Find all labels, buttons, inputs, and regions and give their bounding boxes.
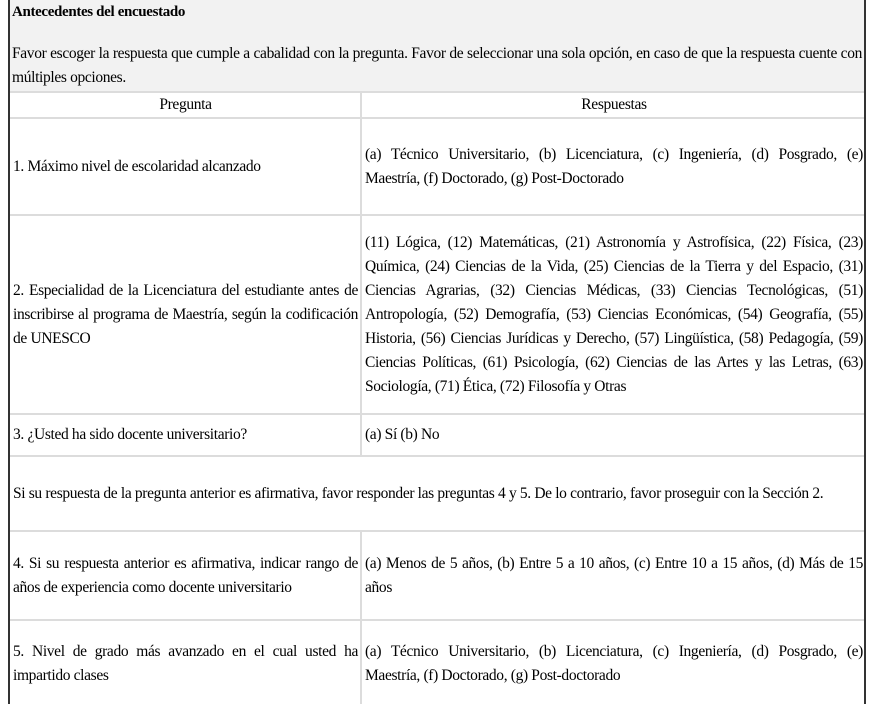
- question-4-text: 4. Si su respuesta anterior es afirmativa, indicar rango de años de experiencia como docente universitario: [13, 554, 358, 596]
- header-question: Pregunta: [159, 96, 212, 113]
- answers-3: [363, 415, 865, 455]
- answers-5-text: (a) Técnico Universitario, (b) Licenciatura, (c) Ingeniería, (d) Posgrado, (e) Maestría, (f) Doctorado, (g) Post-doctorado: [365, 643, 863, 684]
- answers-4-text: (a) Menos de 5 años, (b) Entre 5 a 10 años, (c) Entre 10 a 15 años, (d) Más de 15 años: [365, 554, 863, 596]
- question-5-text: 5. Nivel de grado más avanzado en el cual usted ha impartido clases: [13, 643, 358, 684]
- header-answers: Respuestas: [581, 96, 647, 113]
- conditional-note-text: Si su respuesta de la pregunta anterior es afirmativa, favor responder las preguntas 4 y 5. De lo contrario, favor proseguir con la Sección 2.: [13, 484, 824, 502]
- question-4: [11, 532, 360, 619]
- answers-1: [363, 119, 865, 214]
- question-2-text: 2. Especialidad de la Licenciatura del estudiante antes de inscribirse al programa de Maestría, según la codificación de UNESCO: [13, 281, 358, 347]
- answers-4: [363, 532, 865, 619]
- section-title: Antecedentes del encuestado: [12, 4, 186, 20]
- question-2: [11, 216, 360, 413]
- question-3-text: 3. ¿Usted ha sido docente universitario?: [13, 426, 247, 443]
- answers-3-text: (a) Sí (b) No: [365, 426, 440, 443]
- question-1: [11, 119, 360, 214]
- question-3: [11, 415, 360, 455]
- answers-1-text: (a) Técnico Universitario, (b) Licenciatura, (c) Ingeniería, (d) Posgrado, (e) Maestría, (f) Doctorado, (g) Post-Doctorado: [365, 145, 863, 187]
- column-divider: [360, 92, 362, 456]
- question-1-text: 1. Máximo nivel de escolaridad alcanzado: [13, 157, 261, 175]
- conditional-note: [11, 457, 864, 530]
- answers-2-text: (11) Lógica, (12) Matemáticas, (21) Astronomía y Astrofísica, (22) Física, (23) Química, (24) Ciencias de la Vida, (25) Ciencias de la Tierra y del Espacio, (31) Ciencias Agrarias, (32) Ciencias Médicas, (33) Ciencias Tecnológicas, (51) Antropología, (52) Demografía, (53) Ciencias Económicas, (54) Geografía, (55) Historia, (56) Ciencias Jurídicas y Derecho, (57) Lingüística, (58) Pedagogía, (59) Ciencias Políticas, (61) Psicología, (62) Ciencias de las Artes y las Letras, (63) Sociología, (71) Ética, (72) Filosofía y Otras: [365, 233, 863, 395]
- instructions: Favor escoger la respuesta que cumple a cabalidad con la pregunta. Favor de seleccionar una sola opción, en caso de que la respuesta cuente con múltiples opciones.: [12, 45, 862, 86]
- answers-5: [363, 621, 865, 707]
- column-divider: [360, 531, 362, 704]
- answers-2: [363, 216, 865, 413]
- question-5: [11, 621, 360, 707]
